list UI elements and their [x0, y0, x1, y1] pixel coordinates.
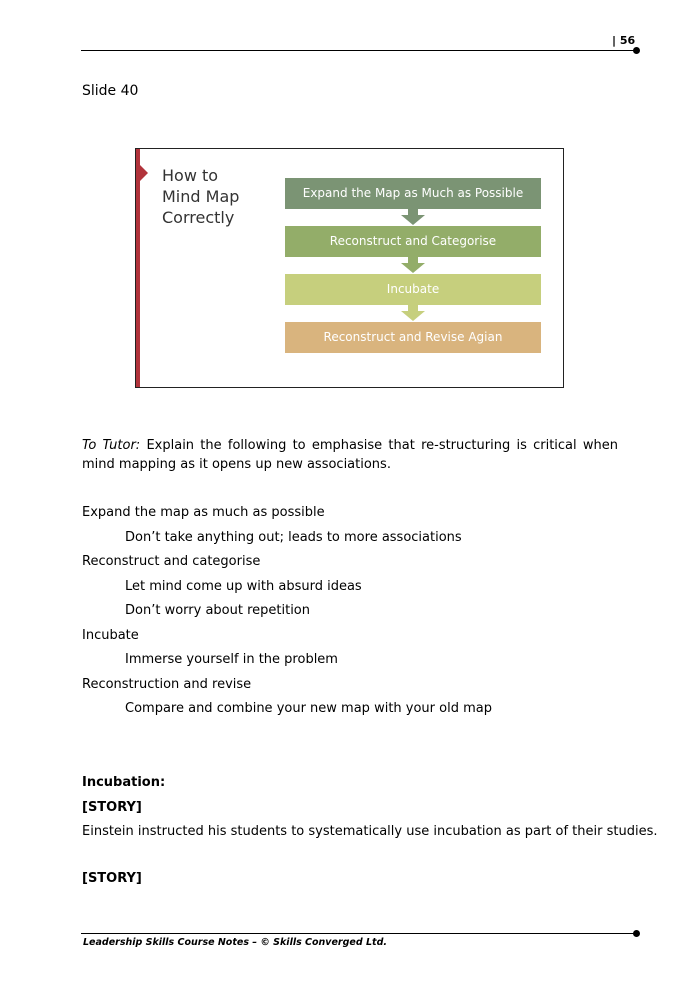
flow-step-revise	[285, 322, 541, 353]
slide-thumbnail	[135, 148, 564, 388]
note-heading: Reconstruction and revise	[82, 676, 252, 692]
flow-step-label: Reconstruct and Revise Agian	[323, 330, 503, 344]
slide-title-line: Correctly	[162, 208, 235, 227]
flow-step-label: Expand the Map as Much as Possible	[302, 186, 524, 200]
slide-heading: Slide 40	[82, 83, 139, 99]
flow-step-label: Incubate	[386, 282, 440, 296]
flow-step-reconstruct	[285, 226, 541, 257]
incubation-heading: Incubation:	[82, 775, 166, 790]
process-flow	[285, 178, 541, 370]
note-subitem: Don’t take anything out; leads to more associations	[125, 529, 462, 545]
note-subitem: Don’t worry about repetition	[125, 603, 310, 618]
incubation-section	[82, 773, 658, 847]
flow-step-incubate	[285, 274, 541, 305]
flow-step-expand	[285, 178, 541, 209]
slide-title-line: How to	[162, 166, 219, 185]
slide-title	[162, 165, 272, 228]
note-heading: Reconstruct and categorise	[82, 554, 261, 569]
note-subitem: Let mind come up with absurd ideas	[125, 578, 362, 594]
notes-list	[82, 503, 622, 724]
story-tag-2: [STORY]	[82, 871, 142, 886]
page-number: | 56	[612, 34, 636, 47]
footer-text: Leadership Skills Course Notes – © Skills Converged Ltd.	[83, 937, 387, 948]
note-heading: Expand the map as much as possible	[82, 505, 325, 520]
note-subitem: Compare and combine your new map with your old map	[125, 701, 492, 716]
note-heading: Incubate	[82, 627, 139, 643]
incubation-paragraph: Einstein instructed his students to systematically use incubation as part of their studies.	[82, 824, 658, 839]
tutor-prefix: To Tutor:	[82, 438, 141, 453]
tutor-text: Explain the following to emphasise that re-structuring is critical when mind mapping as it opens up new associations.	[82, 438, 618, 472]
tutor-instruction	[82, 436, 618, 474]
header-rule	[81, 50, 636, 51]
story-tag: [STORY]	[82, 799, 142, 815]
slide-accent-bar	[136, 149, 140, 387]
footer-rule	[81, 933, 636, 934]
slide-title-line: Mind Map	[162, 187, 240, 206]
footer-rule-dot	[633, 930, 640, 937]
slide-triangle-marker	[140, 165, 148, 181]
header-rule-dot	[633, 47, 640, 54]
note-subitem: Immerse yourself in the problem	[125, 652, 338, 667]
flow-step-label: Reconstruct and Categorise	[329, 234, 497, 248]
